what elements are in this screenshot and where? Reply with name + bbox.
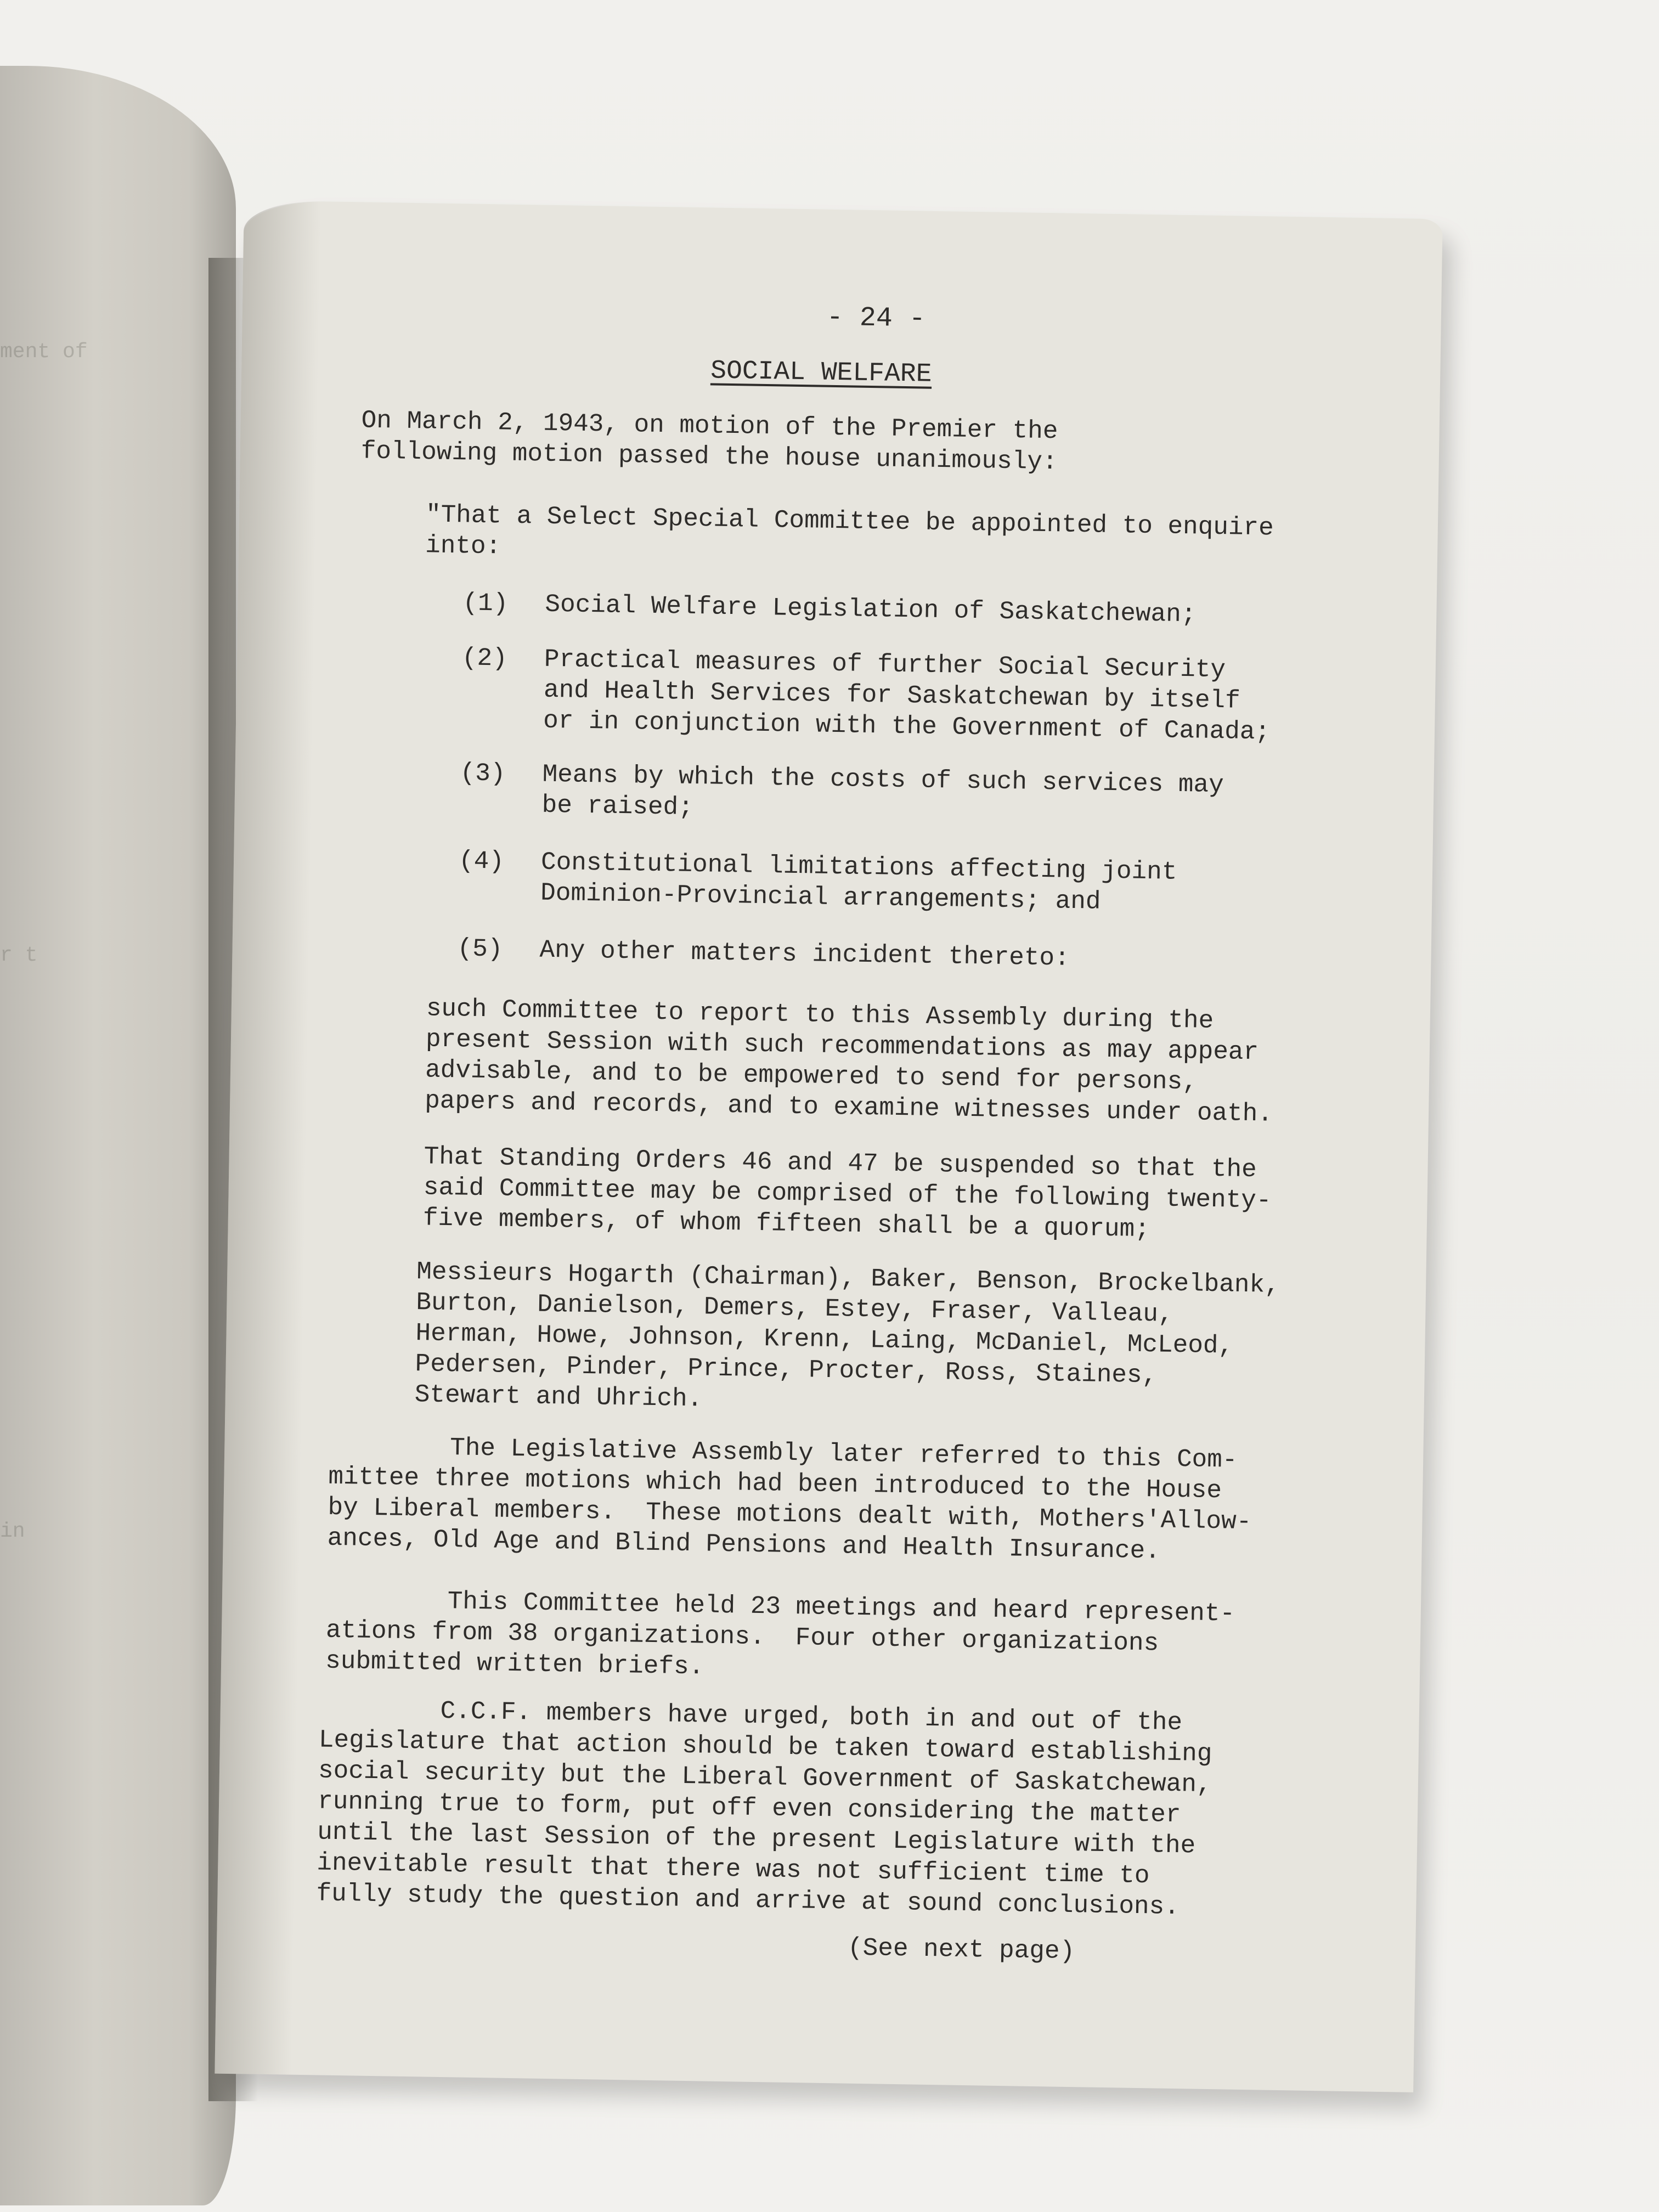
standing-orders-clause: That Standing Orders 46 and 47 be suspended so that the said Committee may be comprised of the following twenty- five members, of whom fifteen shall be a quorum; — [422, 1142, 1272, 1244]
committee-members: Messieurs Hogarth (Chairman), Baker, Benson, Brockelbank, Burton, Danielson, Demers, Estey, Fraser, Valleau, Herman, Howe, Johnson, Krenn, Laing, McDaniel, McLeod, Pedersen, Pinder, Prince, Procter, Ross, Staines, Stewart and Uhrich. — [414, 1257, 1280, 1414]
previous-page — [0, 66, 236, 2205]
report-clause: such Committee to report to this Assembly during the present Session with such recommendations as may appear advisable, and to be empowered to send for persons, papers and records, and to examine witnesses under oath. — [424, 994, 1273, 1128]
document-page — [215, 200, 1442, 2092]
page-title: SOCIAL WELFARE — [710, 356, 932, 390]
show-through-text: r t — [0, 944, 38, 967]
list-item-number: (5) — [457, 934, 503, 964]
show-through-text: ment of — [0, 340, 88, 364]
list-item-text: Social Welfare Legislation of Saskatchewan; — [545, 590, 1197, 629]
continued-note: (See next page) — [847, 1933, 1075, 1966]
intro-paragraph: On March 2, 1943, on motion of the Premier the following motion passed the house unanimously: — [360, 406, 1058, 477]
show-through-text: in — [0, 1520, 25, 1543]
resolution-opening: "That a Select Special Committee be appointed to enquire into: — [425, 500, 1274, 561]
list-item-number: (4) — [458, 847, 505, 876]
ccf-paragraph: C.C.F. members have urged, both in and out of the Legislature that action should be taken toward establishing social security but the Liberal Government of Saskatchewan, running true to form, put off even considering the matter until the last Session of the present Legislature with the inevitable result that there was not sufficient time to fully study the question and arrive at sound conclusions. — [316, 1695, 1212, 1922]
list-item-text: Any other matters incident thereto: — [539, 935, 1070, 973]
meetings-paragraph: This Committee held 23 meetings and heard represent- ations from 38 organizations. Four other organizations submitted written briefs. — [325, 1585, 1235, 1681]
referred-motions-paragraph: The Legislative Assembly later referred to this Com- mittee three motions which had been introduced to the House by Liberal members. These motions dealt with, Mothers'Allow- ances, Old Age and Blind Pensions and Health Insurance. — [327, 1431, 1252, 1566]
list-item-text: Practical measures of further Social Security and Health Services for Saskatchewan by itself or in conjunction with the Government of Canada; — [543, 645, 1271, 747]
page-number: - 24 - — [826, 302, 926, 335]
list-item-number: (3) — [460, 759, 506, 788]
list-item-number: (2) — [461, 644, 508, 673]
list-item-number: (1) — [462, 589, 509, 618]
list-item-text: Constitutional limitations affecting joint Dominion-Provincial arrangements; and — [540, 848, 1177, 916]
list-item-text: Means by which the costs of such services may be raised; — [541, 760, 1224, 822]
